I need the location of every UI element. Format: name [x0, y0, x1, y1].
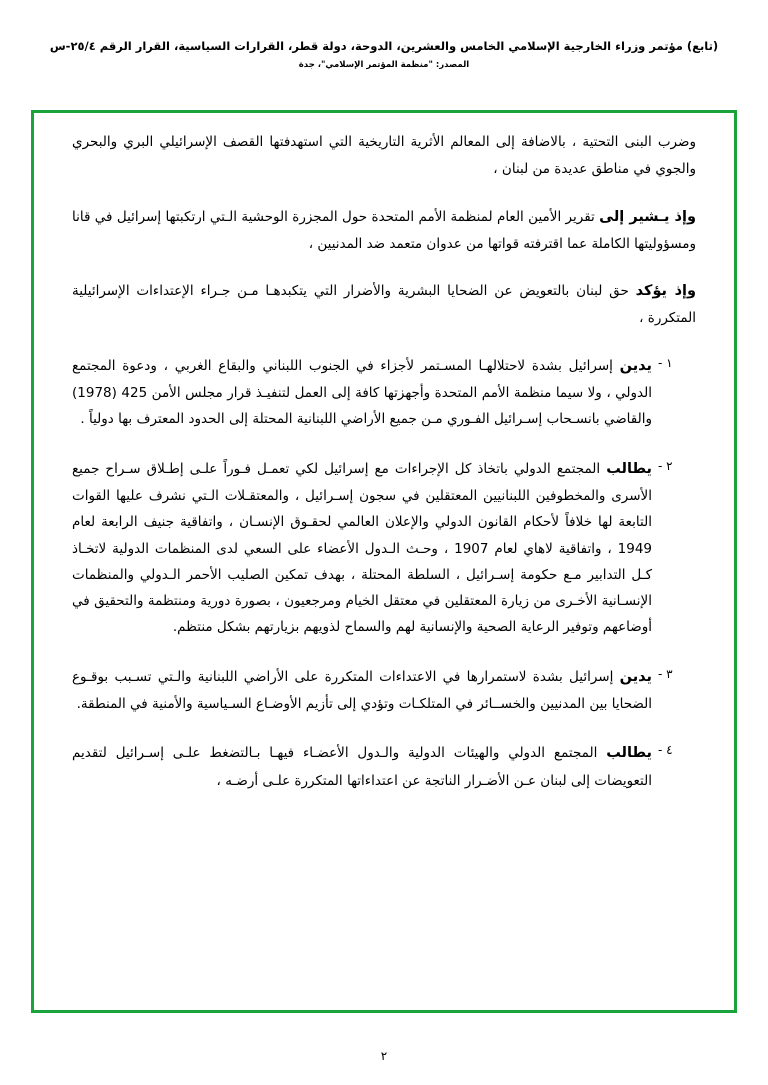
paragraph — [72, 203, 696, 258]
page-footer — [0, 1049, 768, 1063]
paragraph-text: تقرير الأمين العام لمنظمة الأمم المتحدة حول المجزرة الوحشية الـتي ارتكبتها إسرائيل في قانا ومسؤوليتها الكاملة عما اقترفته قواتها من عدوان متعمد ضد المدنيين ، — [72, 208, 696, 252]
list-item-text: إسرائيل بشدة لاحتلالهـا المسـتمر لأجزاء في الجنوب اللبناني والبقاع الغربي ، ودعوة المجتمع الدولي ، ولا سيما منظمة الأمم المتحدة وأجهزتها كافة إلى العمل لتنفيـذ قرار مجلس الأمن 425 (1978) والقاضي بانسـحاب إسـرائيل الفـوري مـن جميع الأراضي اللبنانية المحتلة إلى الحدود المعترف بها دولياً . — [72, 357, 652, 428]
list-item-number: ٢ - — [658, 458, 673, 473]
list-item — [72, 663, 696, 718]
list-item-text: المجتمع الدولي باتخاذ كل الإجراءات مع إسرائيل لكي تعمـل فـوراً علـى إطـلاق سـراح جميع الأسرى والمخطوفين اللبنانيين المعتقلين في سجون إسـرائيل ، والمعتقـلات الـتي نشرف عليها القوات التابعة لها خلافاً لأحكام القانون الدولي والإعلان العالمي لحقـوق الإنسـان ، واتفاقية جنيف الرابعة لعام 1949 ، واتفاقية لاهاي لعام 1907 ، وحـث الـدول الأعضاء على السعي لدى المنظمات الدولية لاتخـاذ كـل التدابير مـع حكومة إسـرائيل ، السلطة المحتلة ، بهدف تمكين الصليب الأحمر الـدولي والمنظمات الإنسـانية الأخـرى من زيارة المعتقلين في معتقل الخيام ومرجعيون ، بصورة دورية ومنتظمة والتحقيق في أوضاعهم وتوفير الرعاية الصحية والإنسانية لهم والسماح لذويهم بزيارتهم بشكل منتظم. — [72, 460, 652, 636]
list-item-text: إسرائيل بشدة لاستمرارها في الاعتداءات المتكررة على الأراضي اللبنانية والـتي تسـبب بوقـوع الضحايا بين المدنيين والخســائر في المتلكـات وتؤدي إلى تأزيم الأوضـاع السـياسية والأمنية في المنطقة. — [72, 668, 652, 713]
page-number: ٢ — [380, 1049, 388, 1063]
paragraph — [72, 277, 696, 332]
numbered-list — [72, 352, 696, 794]
paragraph-text: وضرب البنى التحتية ، بالاضافة إلى المعالم الأثرية التاريخية التي استهدفتها القصف الإسرائيلي البري والبحري والجوي في مناطق عديدة من لبنان ، — [72, 134, 696, 178]
list-item — [72, 455, 696, 641]
list-item-body — [72, 739, 652, 794]
header-source: المصدر: "منظمة المؤتمر الإسلامي"، جدة — [298, 60, 470, 71]
list-item — [72, 352, 696, 433]
list-item — [72, 739, 696, 794]
paragraph-lead: وإذ يؤكد — [635, 283, 696, 300]
list-item-number: ١ - — [658, 355, 673, 370]
list-item-number: ٤ - — [658, 743, 673, 758]
list-item-lead: يدين — [619, 357, 652, 374]
list-item-text: المجتمع الدولي والهيئات الدولية والـدول الأعضـاء فيهـا بـالتضغط علـى إسـرائيل لتقديم التعويضات إلى لبنان عـن الأضـرار الناتجة عن اعتداءاتها المتكررة علـى أرضـه ، — [72, 745, 652, 789]
page-header — [0, 0, 768, 70]
document-body — [72, 128, 696, 995]
list-item-body — [72, 352, 652, 433]
paragraph — [72, 128, 696, 183]
paragraph-lead: وإذ يـشير إلى — [599, 208, 696, 225]
header-title: (تابع) مؤتمر وزراء الخارجية الإسلامي الخامس والعشرين، الدوحة، دولة قطر، القرارات السياسية، القرار الرقم ٢٥/٤-س — [49, 39, 719, 53]
list-item-lead: يدين — [619, 668, 652, 685]
list-item-lead: يطالب — [606, 745, 652, 762]
list-item-body — [72, 455, 652, 641]
list-item-body — [72, 663, 652, 718]
list-item-lead: يطالب — [606, 460, 652, 477]
list-item-number: ٣ - — [658, 666, 673, 681]
paragraph-text: حق لبنان بالتعويض عن الضحايا البشرية والأضرار التي يتكبدهـا مـن جـراء الإعتداءات الإسرائيلية المتكررة ، — [72, 283, 696, 327]
